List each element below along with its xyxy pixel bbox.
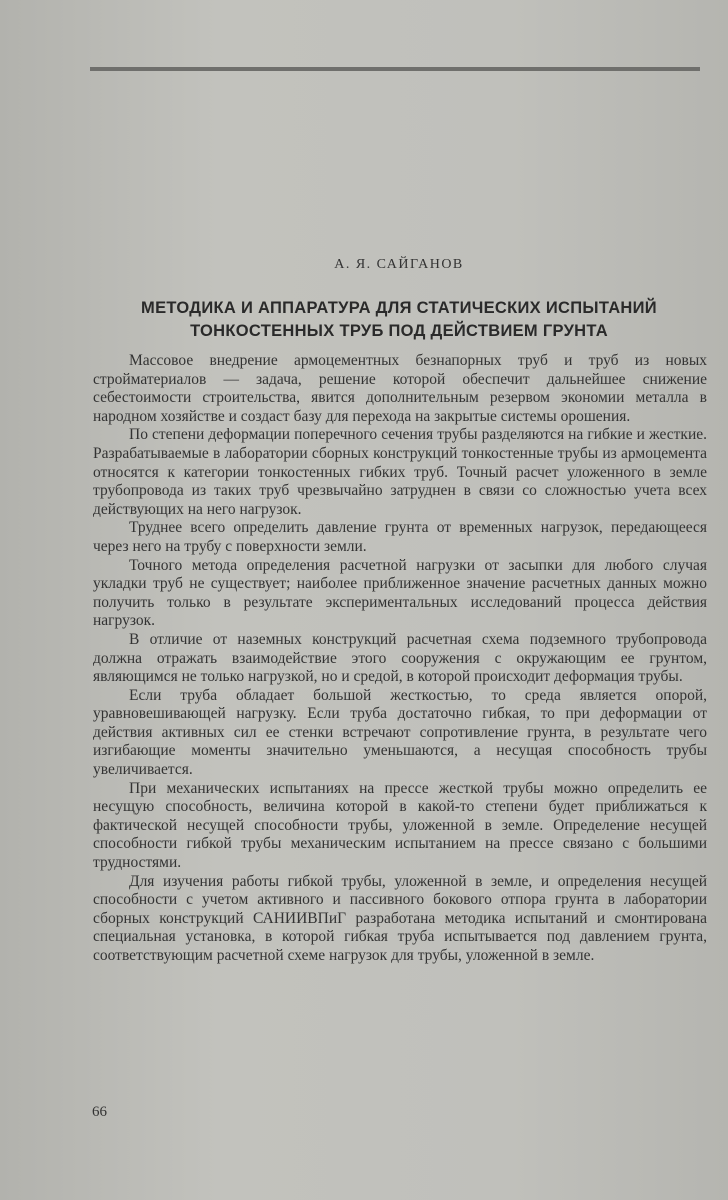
- paragraph: В отличие от наземных конструкций расчетная схема подземного трубопровода должна отражать взаимодействие этого сооружения с окружающим ее грунтом, являющимся не только нагрузкой, но и средой, в которой происходит деформация трубы.: [93, 630, 707, 686]
- paragraph: По степени деформации поперечного сечения трубы разделяются на гибкие и жесткие. Разрабатываемые в лаборатории сборных конструкций тонкостенные трубы из армоцемента относятся к категории тонкостенных гибких труб. Точный расчет уложенного в земле трубопровода из таких труб чрезвычайно затруднен в связи со сложностью учета всех действующих на него нагрузок.: [93, 426, 707, 518]
- paragraph: Массовое внедрение армоцементных безнапорных труб и труб из новых стройматериалов — задача, решение которой обеспечит дальнейшее снижение себестоимости строительства, явится дополнительным резервом экономии металла в народном хозяйстве и создаст базу для перехода на закрытые системы орошения.: [93, 352, 707, 425]
- title-line-1: МЕТОДИКА И АППАРАТУРА ДЛЯ СТАТИЧЕСКИХ ИСПЫТАНИЙ: [141, 299, 657, 317]
- title-line-2: ТОНКОСТЕННЫХ ТРУБ ПОД ДЕЙСТВИЕМ ГРУНТА: [190, 322, 608, 340]
- article-title: [86, 297, 712, 343]
- paragraph: Точного метода определения расчетной нагрузки от засыпки для любого случая укладки труб не существует; наиболее приближенное значение расчетных данных можно получить только в результате экспериментальных исследований процесса действия нагрузок.: [93, 556, 707, 630]
- paragraph: Труднее всего определить давление грунта от временных нагрузок, передающееся через него на трубу с поверхности земли.: [93, 519, 707, 555]
- article-body: [93, 352, 707, 966]
- paragraph: Для изучения работы гибкой трубы, уложенной в земле, и определения несущей способности с учетом активного и пассивного бокового отпора грунта в лаборатории сборных конструкций САНИИВПиГ разработана методика испытаний и смонтирована специальная установка, в которой гибкая труба испытывается под давлением грунта, соответствующим расчетной схеме нагрузок для трубы, уложенной в земле.: [93, 872, 707, 964]
- header-rule: [90, 67, 700, 71]
- paragraph: При механических испытаниях на прессе жесткой трубы можно определить ее несущую способность, величина которой в какой-то степени будет приближаться к фактической несущей способности трубы, уложенной в земле. Определение несущей способности гибкой трубы механическим испытанием на прессе связано с большими трудностями.: [93, 779, 707, 872]
- author-name: А. Я. САЙГАНОВ: [334, 257, 464, 272]
- paragraph: Если труба обладает большой жесткостью, то среда является опорой, уравновешивающей нагрузку. Если труба достаточно гибкая, то при деформации от действия активных сил ее стенки встречают сопротивление грунта, в результате чего изгибающие моменты значительно уменьшаются, а несущая способность трубы увеличивается.: [93, 686, 707, 779]
- page-number: 66: [92, 1104, 107, 1120]
